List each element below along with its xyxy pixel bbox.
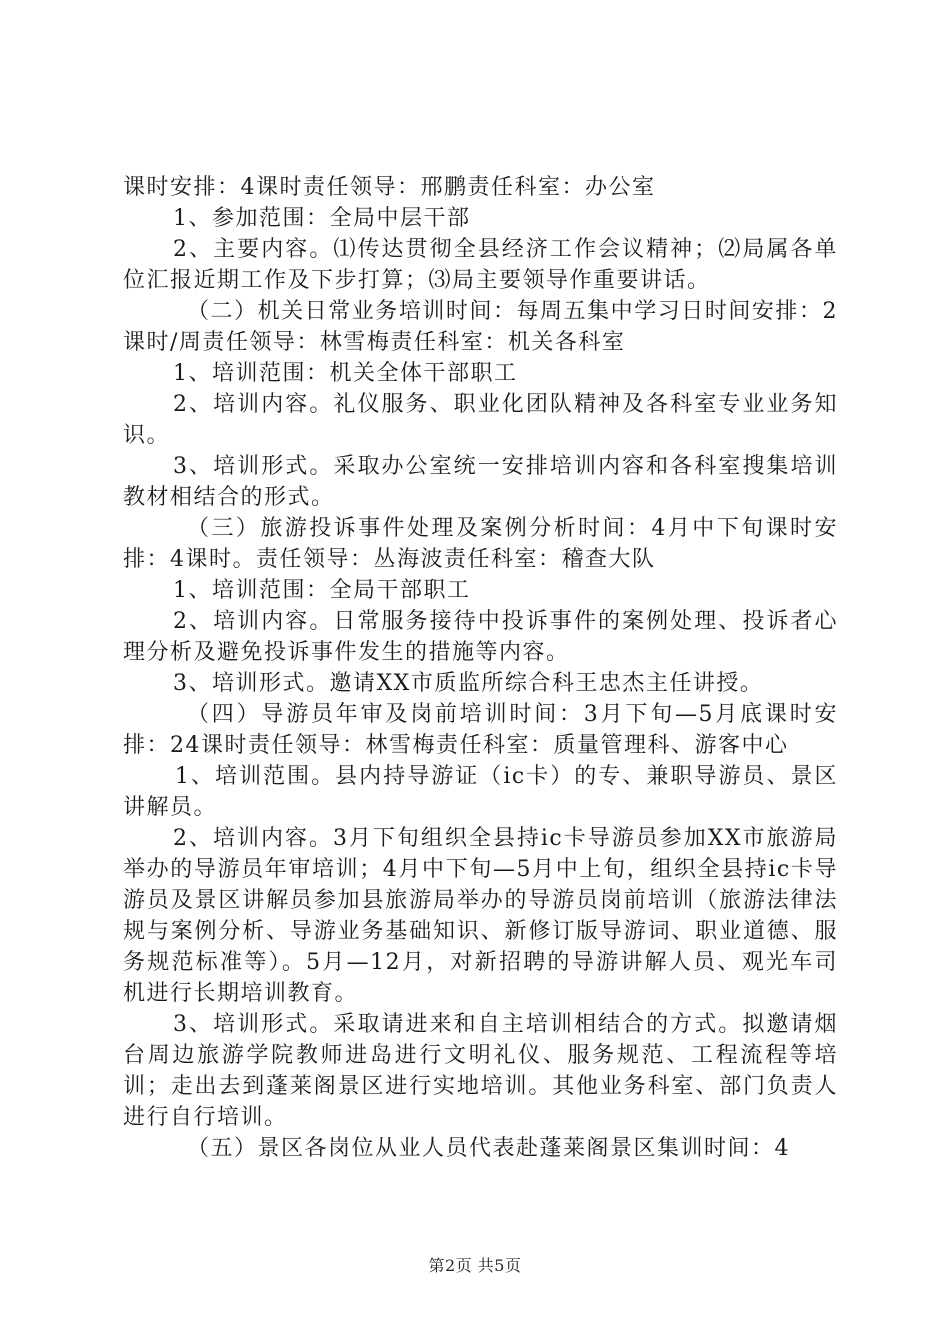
paragraph-scope-4: 1、培训范围。县内持导游证（ic卡）的专、兼职导游员、景区讲解员。 (123, 764, 838, 820)
section-heading-4: （四）导游员年审及岗前培训时间：3月下旬—5月底课时安排：24课时责任领导：林雪梅责任科室：质量管理科、游客中心 (123, 702, 838, 758)
paragraph-scope-2: 1、培训范围：机关全体干部职工 (173, 361, 518, 386)
paragraph-content-1: 2、主要内容。⑴传达贯彻全县经济工作会议精神；⑵局属各单位汇报近期工作及下步打算；⑶局主要领导作重要讲话。 (123, 237, 838, 293)
section-heading-5: （五）景区各岗位从业人员代表赴蓬莱阁景区集训时间：4 (187, 1136, 790, 1161)
section-heading-3: （三）旅游投诉事件处理及案例分析时间：4月中下旬课时安排：4课时。责任领导：丛海波责任科室：稽查大队 (123, 516, 838, 572)
document-body (123, 172, 838, 1164)
page-footer: 第2页 共5页 (428, 1256, 522, 1275)
paragraph-content-3: 2、培训内容。日常服务接待中投诉事件的案例处理、投诉者心理分析及避免投诉事件发生的措施等内容。 (123, 609, 838, 665)
paragraph-scope-3: 1、培训范围：全局干部职工 (173, 578, 471, 603)
paragraph-form-4: 3、培训形式。采取请进来和自主培训相结合的方式。拟邀请烟台周边旅游学院教师进岛进行文明礼仪、服务规范、工程流程等培训；走出去到蓬莱阁景区进行实地培训。其他业务科室、部门负责人进行自行培训。 (123, 1012, 838, 1130)
paragraph-content-2: 2、培训内容。礼仪服务、职业化团队精神及各科室专业业务知识。 (123, 392, 838, 448)
paragraph-form-2: 3、培训形式。采取办公室统一安排培训内容和各科室搜集培训教材相结合的形式。 (123, 454, 838, 510)
paragraph-schedule-1: 课时安排：4课时责任领导：邢鹏责任科室：办公室 (123, 175, 656, 200)
paragraph-content-4: 2、培训内容。3月下旬组织全县持ic卡导游员参加XX市旅游局举办的导游员年审培训；4月中下旬—5月中上旬，组织全县持ic卡导游员及景区讲解员参加县旅游局举办的导游员岗前培训（旅游法律法规与案例分析、导游业务基础知识、新修订版导游词、职业道德、服务规范标准等）。5月—12月，对新招聘的导游讲解人员、观光车司机进行长期培训教育。 (123, 826, 838, 1006)
paragraph-scope-1: 1、参加范围：全局中层干部 (173, 206, 471, 231)
section-heading-2: （二）机关日常业务培训时间：每周五集中学习日时间安排：2课时/周责任领导：林雪梅责任科室：机关各科室 (123, 299, 838, 355)
paragraph-form-3: 3、培训形式。邀请XX市质监所综合科王忠杰主任讲授。 (173, 671, 764, 696)
